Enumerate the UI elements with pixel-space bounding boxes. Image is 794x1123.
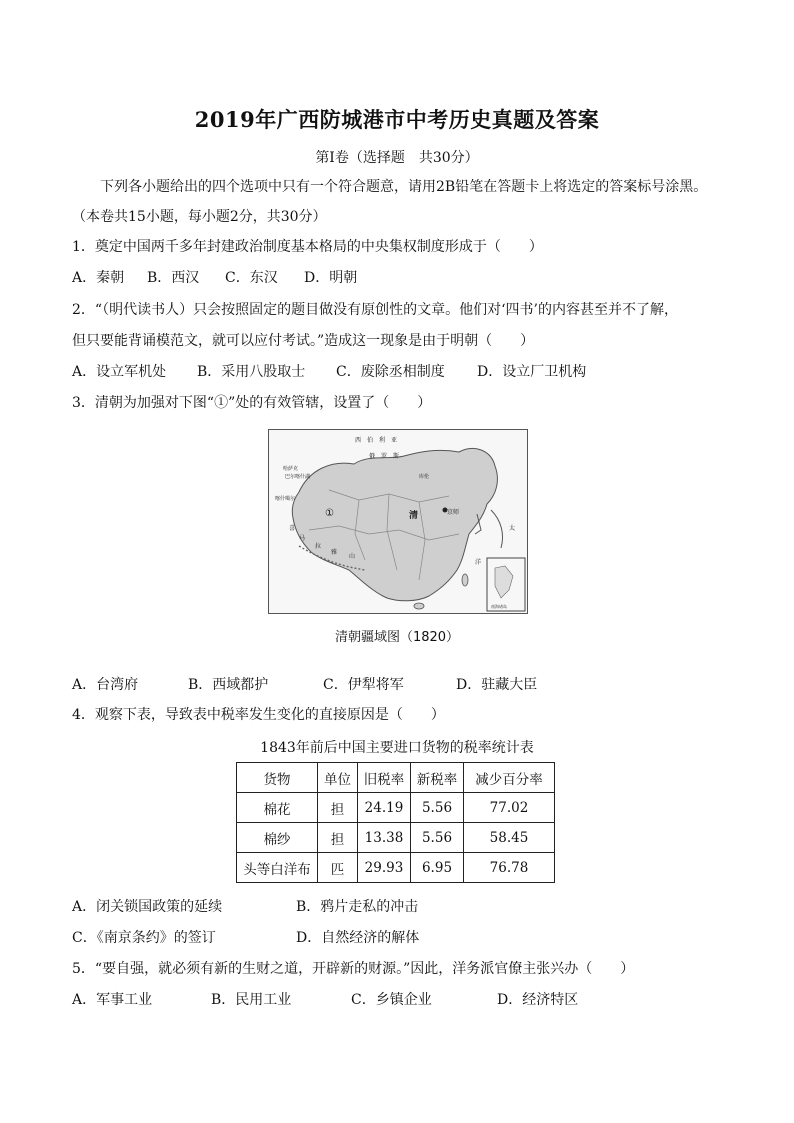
header-cell: 新税率 xyxy=(411,763,464,793)
q5-option-b: B．民用工业 xyxy=(211,992,292,1008)
table-header-row xyxy=(237,763,555,793)
table-cell: 5.56 xyxy=(411,793,464,823)
q4-option-c: C．《南京条约》的签订 xyxy=(72,930,216,946)
map-label-balkhash: 巴尔喀什湖 xyxy=(285,474,311,480)
table-cell: 头等白洋布 xyxy=(237,853,318,883)
table-row xyxy=(237,853,555,883)
q1-option-b: B．西汉 xyxy=(147,270,200,286)
header-cell: 减少百分率 xyxy=(464,763,555,793)
header-cell: 单位 xyxy=(318,763,358,793)
table-cell: 担 xyxy=(318,793,358,823)
instructions-line-1: 下列各小题给出的四个选项中只有一个符合题意，请用2B铅笔在答题卡上将选定的答案标号涂黑。 xyxy=(100,179,708,195)
map-label-tai: 太 xyxy=(509,525,516,532)
header-cell: 货物 xyxy=(237,763,318,793)
map-label-kulun: 库伦 xyxy=(419,474,430,480)
map-label-shan: 山 xyxy=(349,553,356,560)
q2-option-a: A．设立军机处 xyxy=(72,364,167,380)
q4-option-d: D．自然经济的解体 xyxy=(296,930,420,946)
question-2-stem-line-1: 2．“（明代读书人）只会按照固定的题目做没有原创性的文章。他们对‘四书’的内容甚至并不了解， xyxy=(72,302,678,318)
header-cell: 旧税率 xyxy=(358,763,411,793)
q1-option-d: D．明朝 xyxy=(304,270,358,286)
q5-option-a: A．军事工业 xyxy=(72,992,153,1008)
map-label-kashgar: 喀什噶尔 xyxy=(275,496,296,502)
q4-option-a: A．闭关锁国政策的延续 xyxy=(72,899,223,915)
table-cell: 棉纱 xyxy=(237,823,318,853)
q5-option-c: C．乡镇企业 xyxy=(351,992,432,1008)
map-drawing xyxy=(269,430,527,613)
map-label-nanhai: 南海诸岛 xyxy=(491,604,507,609)
map-label-la: 拉 xyxy=(315,543,322,550)
map-label-xi: 喜 xyxy=(289,525,296,532)
map-label-ma: 马 xyxy=(299,535,306,542)
question-3-stem: 3．清朝为加强对下图“①”处的有效管辖，设置了（ ） xyxy=(72,395,432,411)
table-cell: 匹 xyxy=(318,853,358,883)
instructions-line-2: （本卷共15小题，每小题2分，共30分） xyxy=(72,209,327,225)
table-cell: 76.78 xyxy=(464,853,555,883)
map-marker-1: ① xyxy=(325,508,334,519)
map-label-qing: 清 xyxy=(409,511,419,521)
map-label-ya: 雅 xyxy=(331,549,338,556)
q1-option-c: C．东汉 xyxy=(225,270,278,286)
question-2-stem-line-2: 但只要能背诵模范文，就可以应付考试。”造成这一现象是由于明朝（ ） xyxy=(72,333,535,349)
map-label-kazakh: 哈萨克 xyxy=(283,466,299,472)
table-cell: 29.93 xyxy=(358,853,411,883)
table-cell: 24.19 xyxy=(358,793,411,823)
table-title: 1843年前后中国主要进口货物的税率统计表 xyxy=(260,740,534,756)
map-label-siberia: 西 伯 利 亚 xyxy=(355,437,398,444)
map-caption: 清朝疆域图（1820） xyxy=(334,630,460,645)
question-1-stem: 1．奠定中国两千多年封建政治制度基本格局的中央集权制度形成于（ ） xyxy=(72,239,543,255)
table-row xyxy=(237,823,555,853)
question-5-stem: 5．“要自强，就必须有新的生财之道，开辟新的财源。”因此，洋务派官僚主张兴办（ ） xyxy=(72,961,635,977)
q2-option-c: C．废除丞相制度 xyxy=(336,364,445,380)
section-heading: 第Ⅰ卷（选择题 共30分） xyxy=(315,150,479,166)
q1-option-a: A．秦朝 xyxy=(72,270,125,286)
q4-option-b: B．鸦片走私的冲击 xyxy=(296,899,419,915)
table-cell: 棉花 xyxy=(237,793,318,823)
table-row xyxy=(237,793,555,823)
table-cell: 58.45 xyxy=(464,823,555,853)
map-label-capital: 京师 xyxy=(447,509,460,516)
table-cell: 77.02 xyxy=(464,793,555,823)
table-cell: 6.95 xyxy=(411,853,464,883)
map-label-yang: 洋 xyxy=(475,559,482,566)
tax-rate-table xyxy=(236,762,555,883)
question-4-stem: 4．观察下表，导致表中税率发生变化的直接原因是（ ） xyxy=(72,707,445,723)
q3-option-c: C．伊犁将军 xyxy=(323,677,404,693)
q3-option-a: A．台湾府 xyxy=(72,677,139,693)
table-cell: 5.56 xyxy=(411,823,464,853)
q3-option-b: B．西域都护 xyxy=(188,677,269,693)
q3-option-d: D．驻藏大臣 xyxy=(456,677,538,693)
q5-option-d: D．经济特区 xyxy=(497,992,579,1008)
table-cell: 13.38 xyxy=(358,823,411,853)
map-label-russia: 俄 罗 斯 xyxy=(369,453,400,460)
exam-title: 2019年广西防城港市中考历史真题及答案 xyxy=(194,107,600,132)
table-cell: 担 xyxy=(318,823,358,853)
q2-option-d: D．设立厂卫机构 xyxy=(477,364,587,380)
qing-territory-map xyxy=(268,429,528,614)
q2-option-b: B．采用八股取士 xyxy=(197,364,306,380)
